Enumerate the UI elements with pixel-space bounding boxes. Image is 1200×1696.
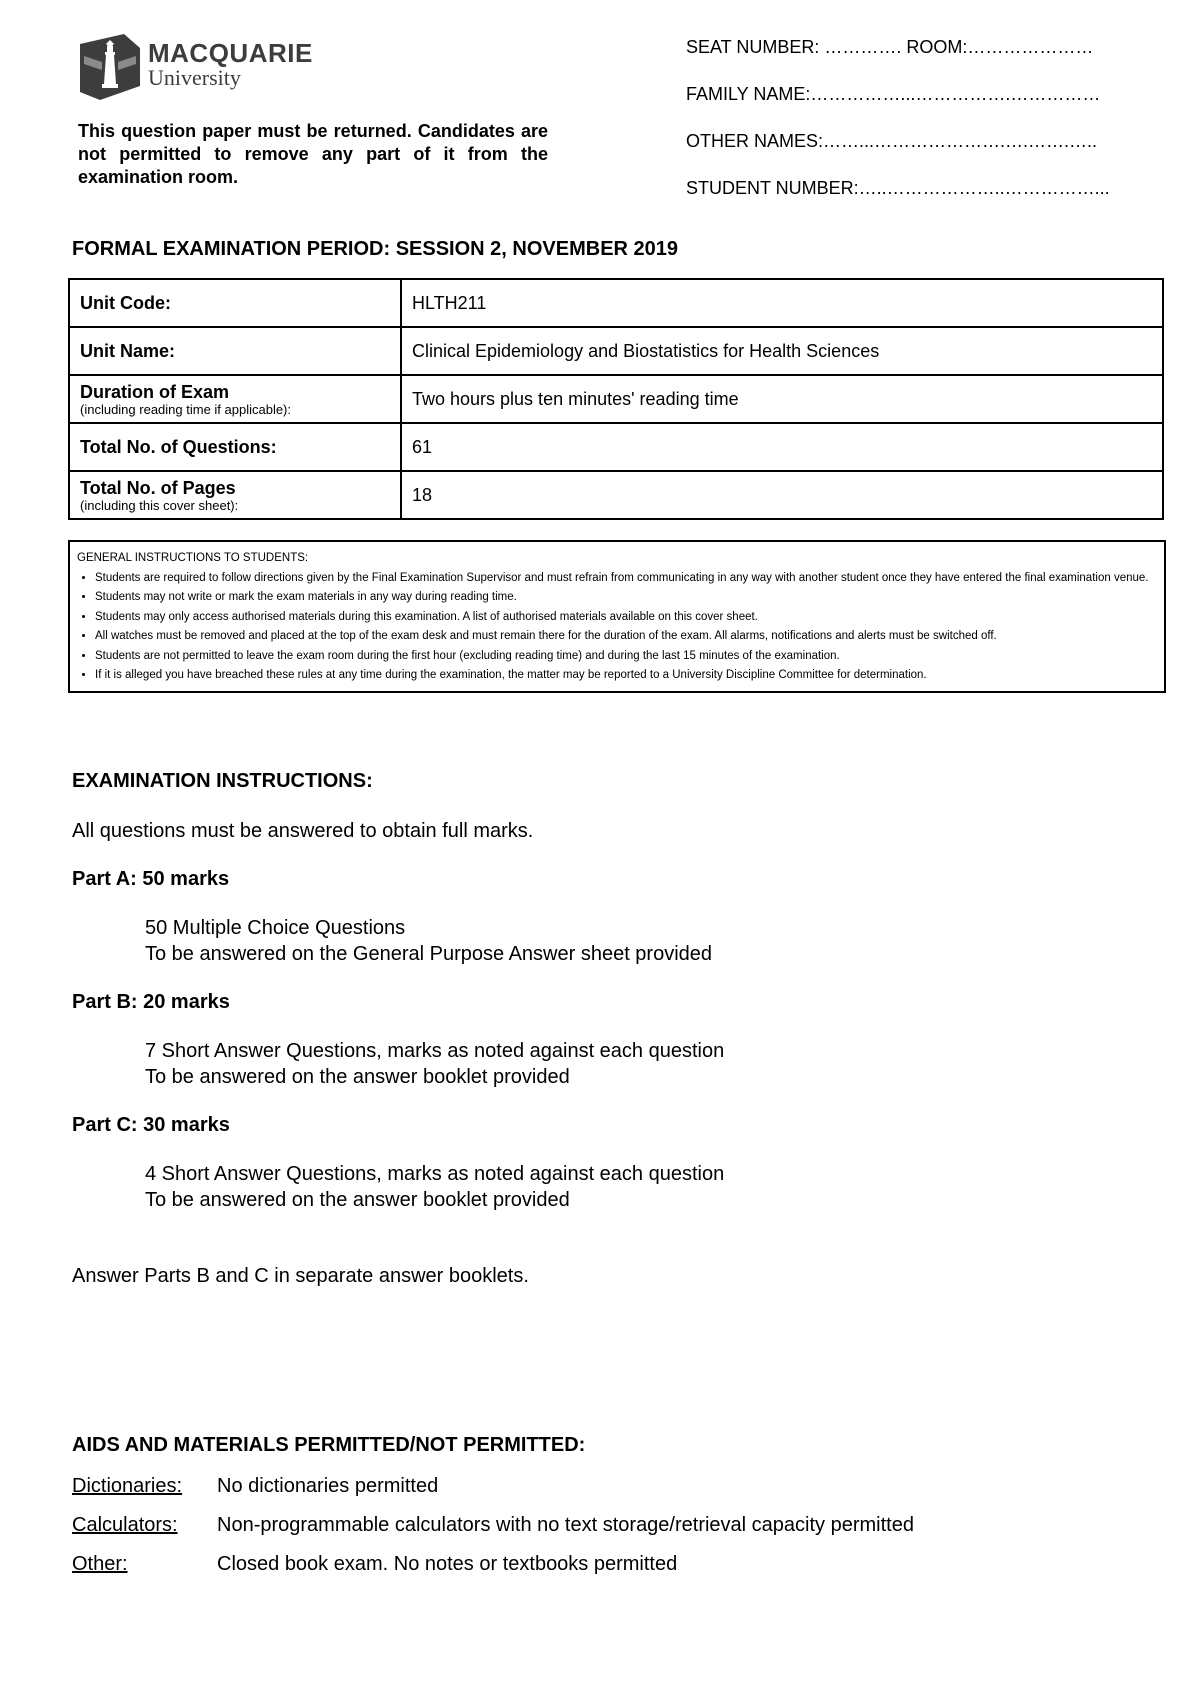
logo-subtitle: University bbox=[148, 65, 241, 90]
aids-title: AIDS AND MATERIALS PERMITTED/NOT PERMITTED: bbox=[72, 1434, 586, 1456]
exam-instructions bbox=[72, 770, 1152, 1288]
calculators-row bbox=[72, 1514, 914, 1537]
duration-value: Two hours plus ten minutes' reading time bbox=[401, 375, 1163, 423]
table-row bbox=[69, 471, 1163, 519]
general-instructions-title: GENERAL INSTRUCTIONS TO STUDENTS: bbox=[77, 552, 309, 564]
dictionaries-value: No dictionaries permitted bbox=[217, 1475, 439, 1497]
duration-label: Duration of Exam bbox=[80, 381, 230, 402]
logo-name: MACQUARIE bbox=[148, 38, 313, 68]
questions-value: 61 bbox=[401, 423, 1163, 471]
duration-sublabel: (including reading time if applicable): bbox=[80, 401, 292, 417]
questions-label: Total No. of Questions: bbox=[69, 423, 401, 471]
other-names-field: OTHER NAMES:……...………………….….…….….. bbox=[686, 131, 1098, 151]
pages-sublabel: (including this cover sheet): bbox=[80, 497, 239, 513]
pages-label: Total No. of Pages bbox=[80, 477, 236, 498]
duration-label-cell bbox=[69, 375, 401, 423]
return-paper-notice: This question paper must be returned. Candidates are not permitted to remove any part of it from the examination room. bbox=[78, 121, 548, 187]
part-a-line-1: 50 Multiple Choice Questions bbox=[145, 917, 406, 939]
list-item: • If it is alleged you have breached these rules at any time during the examination, the matter may be reported to a University Discipline Committee for determination. bbox=[95, 666, 1157, 686]
candidate-details bbox=[686, 36, 1110, 224]
exam-period-heading: FORMAL EXAMINATION PERIOD: SESSION 2, NOVEMBER 2019 bbox=[72, 238, 679, 260]
part-c-line-1: 4 Short Answer Questions, marks as noted against each question bbox=[145, 1163, 725, 1185]
part-b-heading: Part B: 20 marks bbox=[72, 991, 230, 1013]
aids-materials bbox=[72, 1434, 914, 1576]
part-b-line-1: 7 Short Answer Questions, marks as noted against each question bbox=[145, 1040, 725, 1062]
part-a-heading: Part A: 50 marks bbox=[72, 868, 230, 890]
seat-number-field: SEAT NUMBER: …………. ROOM:………………… bbox=[686, 37, 1094, 57]
pages-label-cell bbox=[69, 471, 401, 519]
table-row bbox=[69, 375, 1163, 423]
table-row bbox=[69, 327, 1163, 375]
part-b-line-2: To be answered on the answer booklet provided bbox=[145, 1066, 570, 1088]
part-a-line-2: To be answered on the General Purpose Answer sheet provided bbox=[145, 943, 713, 965]
dictionaries-label: Dictionaries: bbox=[72, 1475, 183, 1497]
general-instructions-box bbox=[68, 540, 1166, 693]
list-item: • All watches must be removed and placed at the top of the exam desk and must remain there for the duration of the exam. All alarms, notifications and alerts must be switched off. bbox=[95, 627, 1157, 647]
macquarie-lighthouse-icon bbox=[80, 34, 140, 100]
unit-name-value: Clinical Epidemiology and Biostatistics for Health Sciences bbox=[401, 327, 1163, 375]
table-row bbox=[69, 423, 1163, 471]
dictionaries-row bbox=[72, 1475, 914, 1498]
list-item: • Students are not permitted to leave the exam room during the first hour (excluding reading time) and during the last 15 minutes of the examination. bbox=[95, 647, 1157, 667]
student-number-field: STUDENT NUMBER:…..………………..……………... bbox=[686, 178, 1110, 198]
table-row bbox=[69, 279, 1163, 327]
other-label: Other: bbox=[72, 1553, 128, 1575]
unit-code-label: Unit Code: bbox=[69, 279, 401, 327]
calculators-label: Calculators: bbox=[72, 1514, 178, 1536]
unit-name-label: Unit Name: bbox=[69, 327, 401, 375]
other-value: Closed book exam. No notes or textbooks permitted bbox=[217, 1553, 678, 1575]
separate-booklets-note: Answer Parts B and C in separate answer booklets. bbox=[72, 1265, 529, 1287]
part-c-line-2: To be answered on the answer booklet provided bbox=[145, 1189, 570, 1211]
unit-details-table bbox=[68, 278, 1164, 520]
part-c-heading: Part C: 30 marks bbox=[72, 1114, 230, 1136]
exam-intro: All questions must be answered to obtain full marks. bbox=[72, 820, 534, 842]
university-logo bbox=[80, 34, 313, 100]
other-row bbox=[72, 1553, 914, 1576]
list-item: • Students may not write or mark the exam materials in any way during reading time. bbox=[95, 588, 1157, 608]
unit-code-value: HLTH211 bbox=[401, 279, 1163, 327]
family-name-field: FAMILY NAME:……………...…………….…………… bbox=[686, 84, 1101, 104]
list-item: • Students are required to follow directions given by the Final Examination Supervisor and must refrain from communicating in any way with another student once they have entered the final examination venue. bbox=[95, 569, 1157, 589]
exam-instructions-title: EXAMINATION INSTRUCTIONS: bbox=[72, 770, 373, 792]
pages-value: 18 bbox=[401, 471, 1163, 519]
general-instructions-list bbox=[77, 569, 1157, 686]
list-item: • Students may only access authorised materials during this examination. A list of authorised materials available on this cover sheet. bbox=[95, 608, 1157, 628]
calculators-value: Non-programmable calculators with no text storage/retrieval capacity permitted bbox=[217, 1514, 914, 1536]
